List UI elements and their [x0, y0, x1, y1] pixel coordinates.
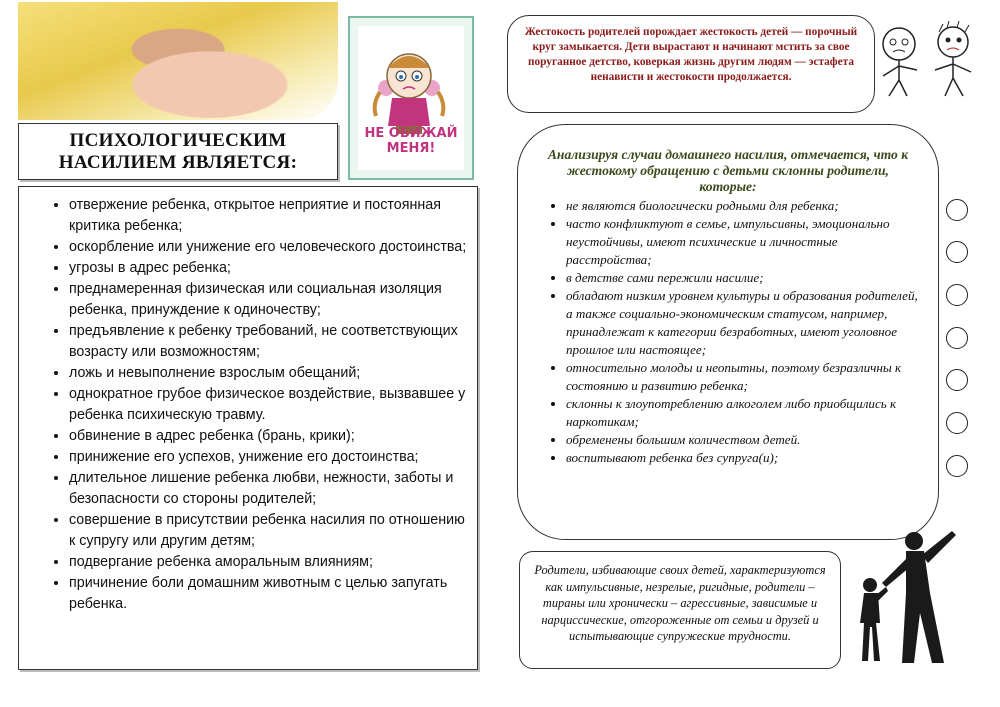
list-item: • причинение боли домашним животным с целью запугать ребенка.: [69, 573, 467, 615]
list-item: • в детстве сами пережили насилие;: [566, 269, 926, 287]
list-item: • преднамеренная физическая или социальная изоляция ребенка, принуждение к одиночеству;: [69, 279, 467, 321]
list-item: • отвержение ребенка, открытое неприятие и постоянная критика ребенка;: [69, 195, 467, 237]
list-item: • относительно молоды и неопытны, поэтому безразличны к состоянию и развитию ребенка;: [566, 359, 926, 395]
girl-drawing: [348, 16, 474, 180]
crying-kids-sketch-icon: [873, 20, 983, 100]
list-item: • принижение его успехов, унижение его достоинства;: [69, 447, 467, 468]
decorative-circle: [946, 199, 968, 221]
abusive-parents-traits-note: [519, 551, 841, 669]
list-item: • ложь и невыполнение взрослым обещаний;: [69, 363, 467, 384]
psych-violence-list-box: [18, 186, 478, 670]
decorative-circle: [946, 327, 968, 349]
psych-violence-list: [19, 195, 477, 615]
cruelty-cycle-note: [507, 15, 875, 113]
list-item: • склонны к злоупотреблению алкоголем либо приобщились к наркотикам;: [566, 395, 926, 431]
decorative-circle: [946, 284, 968, 306]
traits-text: Родители, избивающие своих детей, характеризуются как импульсивные, незрелые, ригидные, родители – тираны или хронически – агрессивные, зависимые и нарциссические, отгороженные от семьи и друзей и испытывающие супружеские трудности.: [534, 563, 826, 644]
psych-violence-title: ПСИХОЛОГИЧЕСКИМ НАСИЛИЕМ ЯВЛЯЕТСЯ:: [58, 130, 298, 173]
analysis-list: [546, 197, 926, 467]
decorative-circle: [946, 455, 968, 477]
list-item: • подвергание ребенка аморальным влияниям;: [69, 552, 467, 573]
decorative-circle: [946, 412, 968, 434]
list-item: • однократное грубое физическое воздействие, вызвавшее у ребенка психическую травму.: [69, 384, 467, 426]
list-item: • предъявление к ребенку требований, не соответствующих возрасту или возможностям;: [69, 321, 467, 363]
decorative-circle: [946, 241, 968, 263]
list-item: • длительное лишение ребенка любви, нежности, заботы и безопасности со стороны родителей;: [69, 468, 467, 510]
cruelty-cycle-text: Жестокость родителей порождает жестокость детей — порочный круг замыкается. Дети вырастают и начинают мстить за свое поруганное детство, коверкая жизнь другим людям — эстафета ненависти и жестокости продолжается.: [524, 26, 858, 83]
list-item: • обременены большим количеством детей.: [566, 431, 926, 449]
list-item: • совершение в присутствии ребенка насилия по отношению к супругу или другим детям;: [69, 510, 467, 552]
decorative-circle: [946, 369, 968, 391]
drawing-caption: НЕ ОБИЖАЙ МЕНЯ!: [364, 126, 458, 156]
list-item: • оскорбление или унижение его человеческого достоинства;: [69, 237, 467, 258]
psych-violence-title-box: [18, 123, 338, 180]
list-item: • обладают низким уровнем культуры и образования родителей, а также социально-экономическим статусом, например, принадлежат к категории безработных, имеют уголовное прошлое или настоящее;: [566, 287, 926, 359]
abusive-parents-analysis-box: [517, 124, 939, 540]
list-item: • часто конфликтуют в семье, импульсивны, эмоционально неустойчивы, имеют психические и личностные расстройства;: [566, 215, 926, 269]
analysis-heading: Анализируя случаи домашнего насилия, отмечается, что к жестокому обращению с детьми склонны родители, которые:: [547, 147, 909, 194]
list-item: • обвинение в адрес ребенка (брань, крики);: [69, 426, 467, 447]
list-item: • не являются биологически родными для ребенка;: [566, 197, 926, 215]
list-item: • угрозы в адрес ребенка;: [69, 258, 467, 279]
list-item: • воспитывают ребенка без супруга(и);: [566, 449, 926, 467]
crying-baby-photo: [18, 2, 338, 120]
adult-scolding-child-silhouette-icon: [848, 523, 968, 669]
